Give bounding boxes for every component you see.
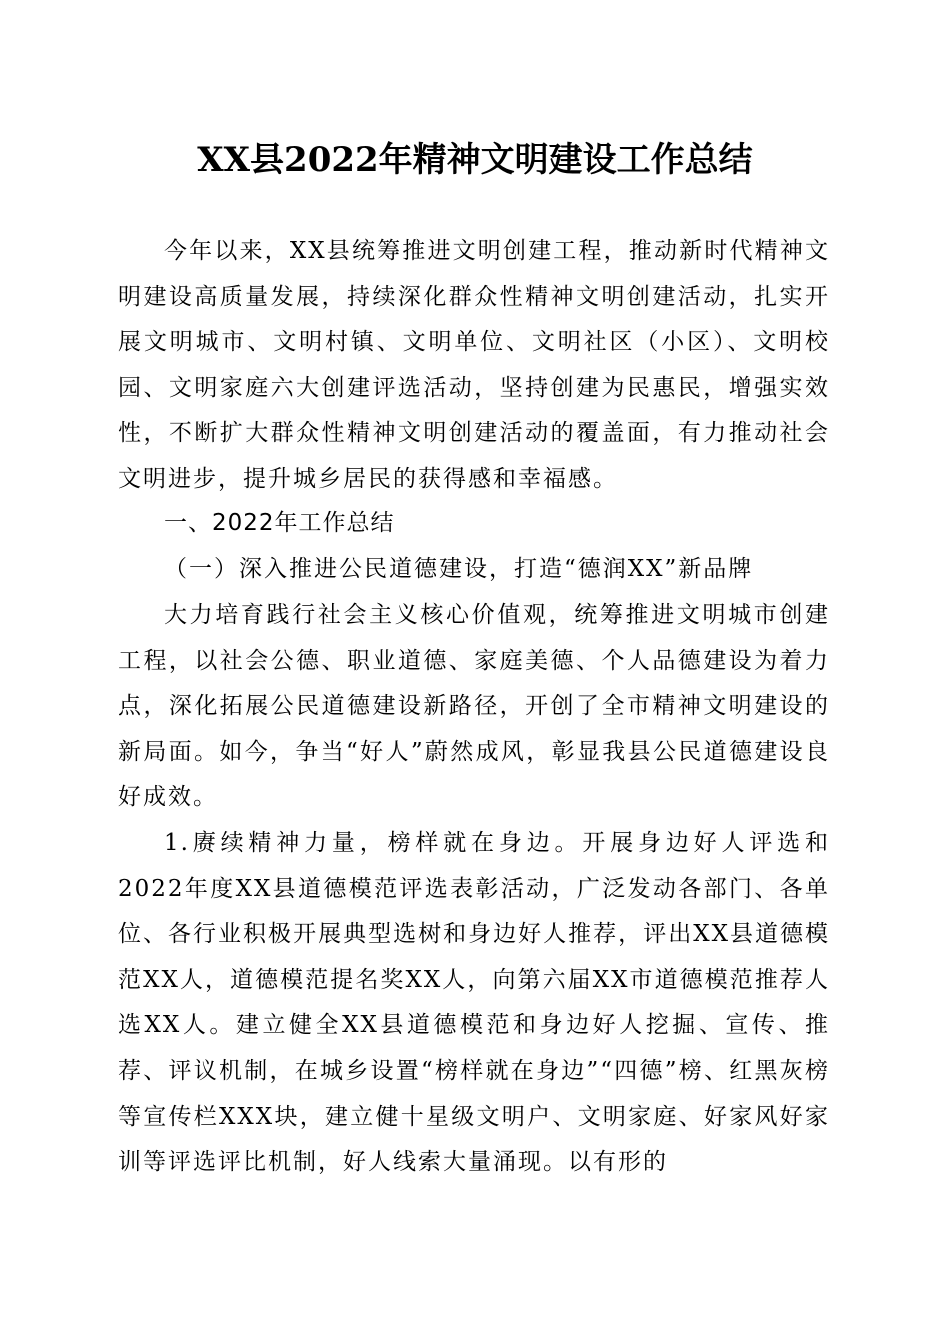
document-title: XX县2022年精神文明建设工作总结	[197, 140, 753, 180]
item-1-paragraph: 1.赓续精神力量，榜样就在身边。开展身边好人评选和2022年度XX县道德模范评选表彰活动，广泛发动各部门、各单位、各行业积极开展典型选树和身边好人推荐，评出XX县道德模范XX人，道德模范提名奖XX人，向第六届XX市道德模范推荐人选XX人。建立健全XX县道德模范和身边好人挖掘、宣传、推荐、评议机制，在城乡设置“榜样就在身边”“四德”榜、红黑灰榜等宣传栏XXX块，建立健十星级文明户、文明家庭、好家风好家训等评选评比机制，好人线索大量涌现。以有形的	[118, 830, 830, 1176]
intro-paragraph: 今年以来，XX县统筹推进文明创建工程，推动新时代精神文明建设高质量发展，持续深化群众性精神文明创建活动，扎实开展文明城市、文明村镇、文明单位、文明社区（小区）、文明校园、文明家庭六大创建评选活动，坚持创建为民惠民，增强实效性，不断扩大群众性精神文明创建活动的覆盖面，有力推动社会文明进步，提升城乡居民的获得感和幸福感。	[118, 238, 830, 492]
section-heading-level1: 一、2022年工作总结	[164, 510, 395, 536]
section-body-paragraph: 大力培育践行社会主义核心价值观，统筹推进文明城市创建工程，以社会公德、职业道德、家庭美德、个人品德建设为着力点，深化拓展公民道德建设新路径，开创了全市精神文明建设的新局面。如今，争当“好人”蔚然成风，彰显我县公民道德建设良好成效。	[118, 602, 830, 811]
section-heading-level2: （一）深入推进公民道德建设，打造“德润XX”新品牌	[164, 556, 754, 582]
